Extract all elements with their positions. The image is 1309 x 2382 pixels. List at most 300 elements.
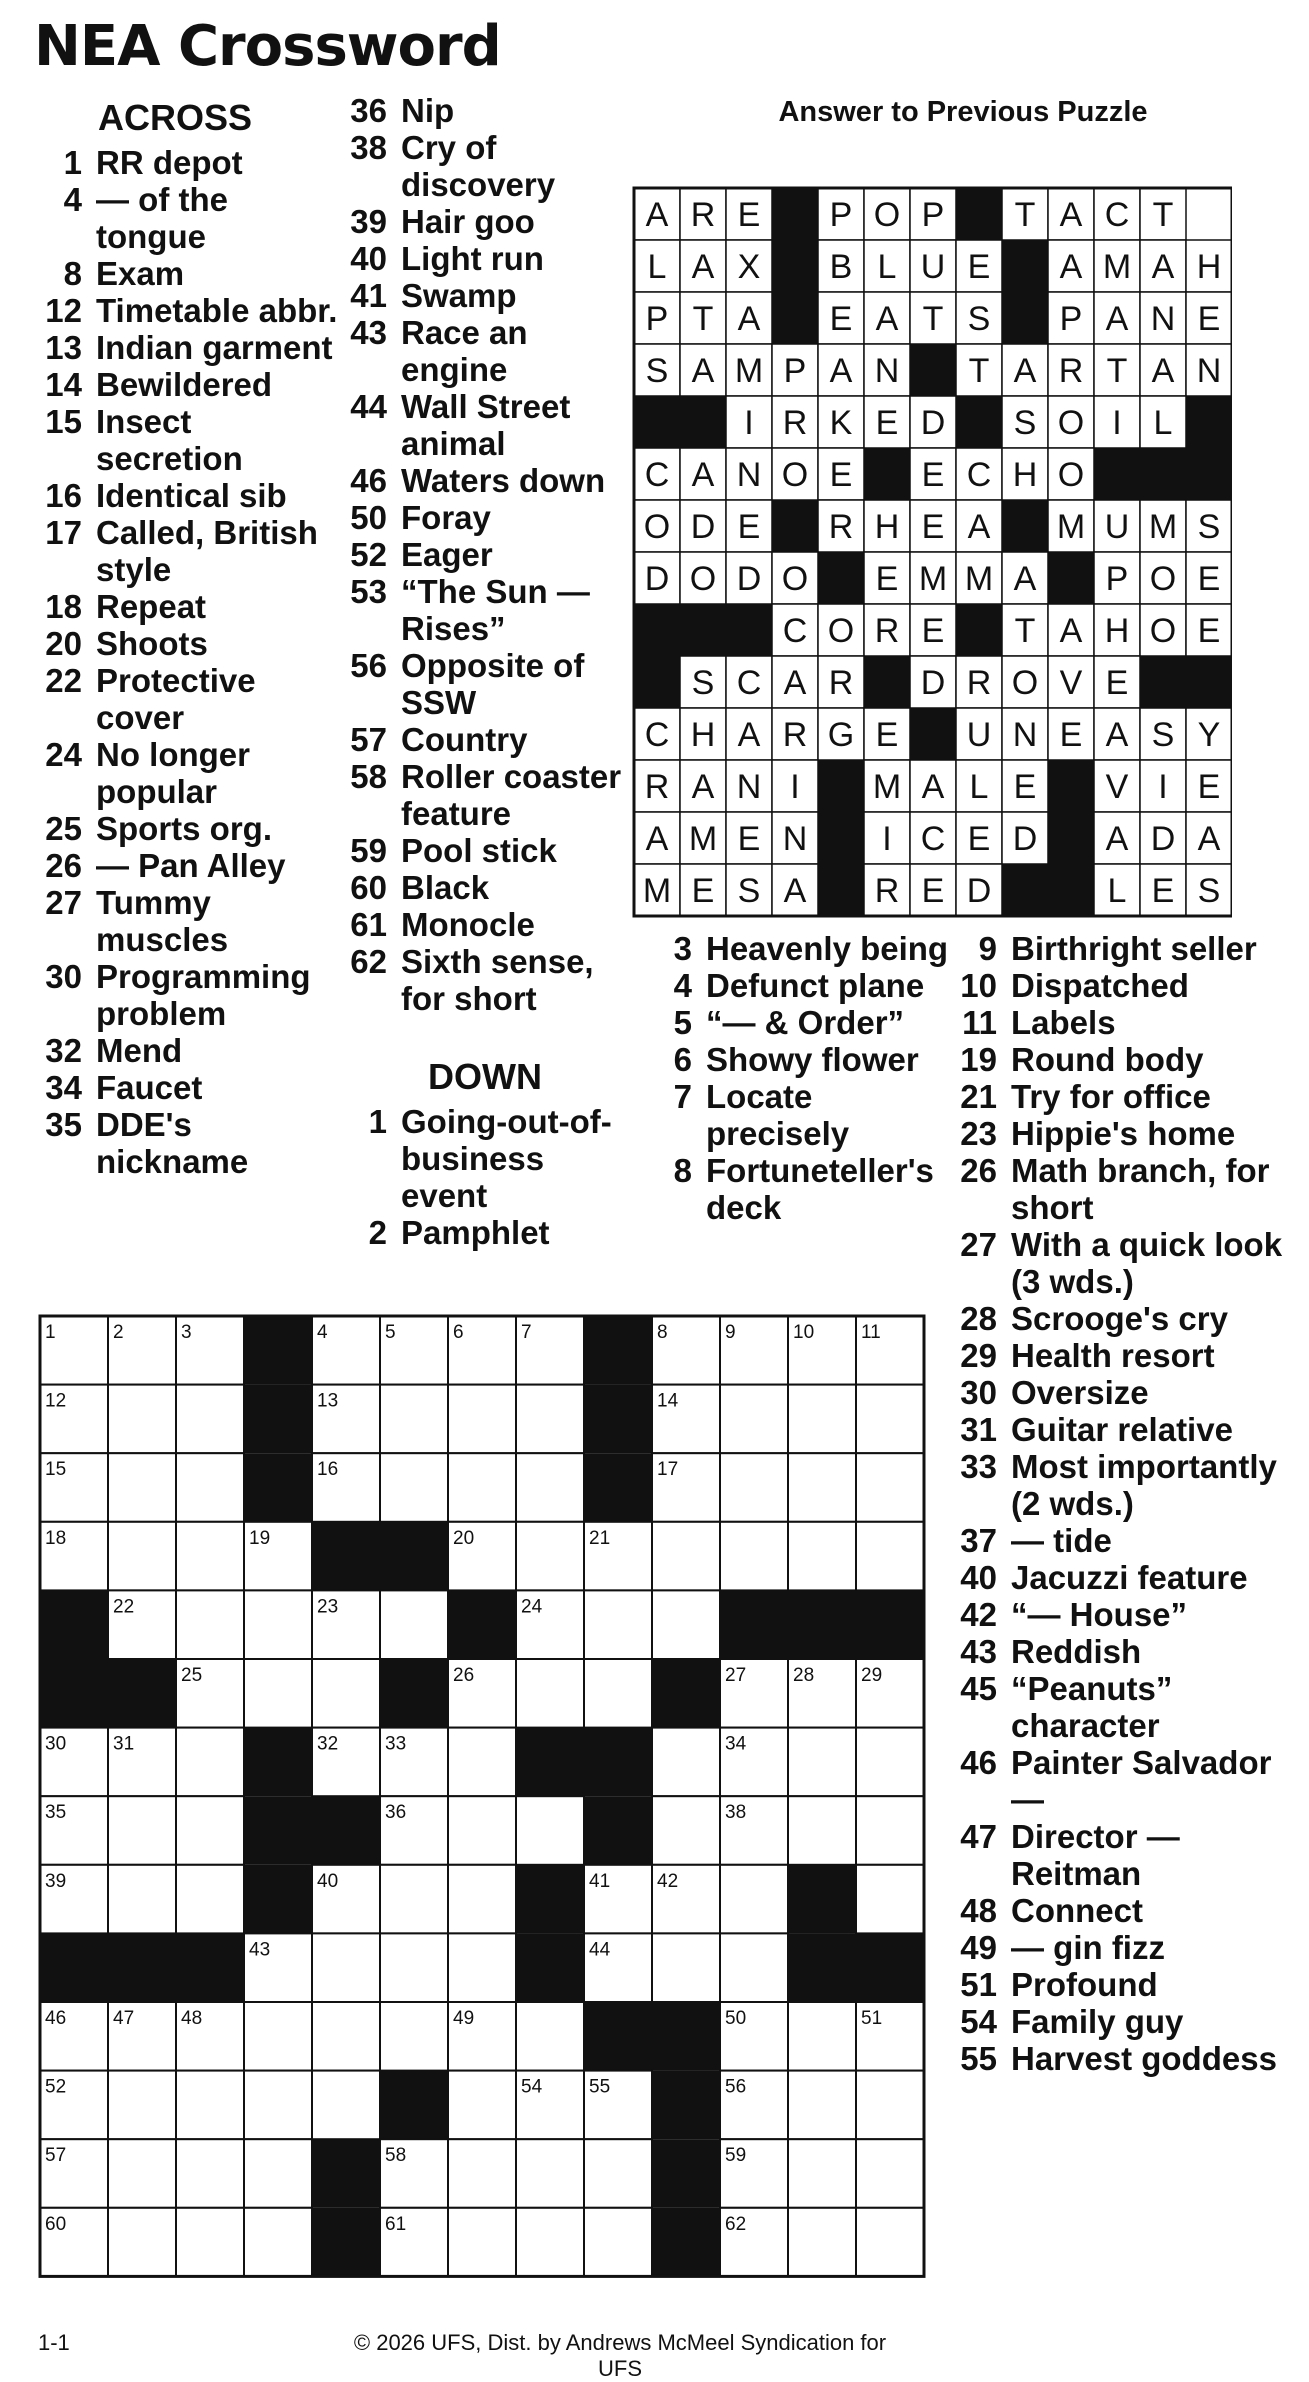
crossword-cell[interactable] xyxy=(788,1385,856,1454)
cell-number: 31 xyxy=(113,1733,135,1755)
clue-number: 4 xyxy=(63,181,82,218)
cell-number: 23 xyxy=(317,1596,339,1618)
clue-number: 53 xyxy=(350,573,387,610)
clue-text: Fortuneteller's deck xyxy=(706,1152,934,1226)
clue-text: Programming problem xyxy=(96,958,311,1032)
answer-black-cell xyxy=(1186,396,1232,448)
answer-letter: R xyxy=(1058,352,1084,390)
clue-number: 41 xyxy=(350,277,387,314)
clue-text: Dispatched xyxy=(1011,967,1189,1004)
crossword-cell[interactable] xyxy=(856,1865,924,1934)
crossword-cell[interactable] xyxy=(176,1385,244,1454)
clue-number: 38 xyxy=(350,129,387,166)
across-clue xyxy=(335,758,635,832)
clue-text: Guitar relative xyxy=(1011,1411,1233,1448)
answer-black-cell xyxy=(1048,760,1094,812)
answer-letter: C xyxy=(736,664,762,702)
clue-number: 46 xyxy=(960,1744,997,1781)
crossword-cell[interactable] xyxy=(516,1796,584,1865)
cell-number: 57 xyxy=(45,2145,67,2167)
answer-letter: S xyxy=(1197,872,1221,910)
crossword-cell[interactable] xyxy=(108,2139,176,2208)
crossword-cell[interactable] xyxy=(788,2139,856,2208)
clue-number: 44 xyxy=(350,388,387,425)
cell-number: 10 xyxy=(793,1322,815,1343)
across-clue xyxy=(335,462,635,499)
answer-black-cell xyxy=(1002,292,1048,344)
clue-text: Sports org. xyxy=(96,810,273,847)
crossword-cell[interactable] xyxy=(108,1796,176,1865)
crossword-cell[interactable] xyxy=(448,1453,516,1522)
down-clue xyxy=(640,1078,950,1152)
crossword-cell[interactable] xyxy=(516,2002,584,2071)
answer-black-cell xyxy=(726,604,772,656)
cell-number: 4 xyxy=(317,1322,328,1343)
answer-title: Answer to Previous Puzzle xyxy=(778,96,1148,128)
crossword-cell[interactable] xyxy=(312,1933,380,2002)
clue-number: 49 xyxy=(960,1929,997,1966)
clue-text: Math branch, for short xyxy=(1011,1152,1270,1226)
answer-letter: A xyxy=(691,456,715,494)
answer-letter: H xyxy=(1196,248,1222,286)
answer-letter: E xyxy=(829,300,853,338)
crossword-cell[interactable] xyxy=(788,1453,856,1522)
down-clue xyxy=(945,1818,1285,1892)
answer-letter: A xyxy=(1059,612,1083,650)
crossword-cell[interactable] xyxy=(584,2139,652,2208)
down-clue xyxy=(945,1596,1285,1633)
answer-letter: K xyxy=(829,404,853,442)
answer-black-cell xyxy=(1048,812,1094,864)
cell-number: 8 xyxy=(657,1322,668,1343)
crossword-cell[interactable] xyxy=(720,1933,788,2002)
clue-text: Roller coaster feature xyxy=(401,758,622,832)
cell-number: 9 xyxy=(725,1322,736,1343)
black-square xyxy=(788,1933,856,2002)
answer-letter: C xyxy=(1104,196,1130,234)
clue-number: 57 xyxy=(350,721,387,758)
clue-number: 11 xyxy=(962,1004,997,1041)
cell-number: 35 xyxy=(45,1802,67,1824)
answer-letter: E xyxy=(921,508,945,546)
across-clue xyxy=(30,588,340,625)
across-clue xyxy=(30,736,340,810)
answer-letter: H xyxy=(1012,456,1038,494)
clue-text: Hair goo xyxy=(401,203,535,240)
crossword-cell[interactable] xyxy=(516,2139,584,2208)
crossword-cell[interactable] xyxy=(244,2071,312,2140)
down-clue xyxy=(945,1152,1285,1226)
black-square xyxy=(856,1590,924,1659)
crossword-cell[interactable] xyxy=(516,1453,584,1522)
clue-number: 43 xyxy=(350,314,387,351)
across-clue xyxy=(335,92,635,129)
answer-letter: U xyxy=(920,248,946,286)
across-clue xyxy=(335,499,635,536)
cell-number: 61 xyxy=(385,2213,407,2235)
clue-text: Repeat xyxy=(96,588,207,625)
clue-number: 26 xyxy=(45,847,82,884)
answer-letter: R xyxy=(874,872,900,910)
black-square xyxy=(516,1865,584,1934)
crossword-cell[interactable] xyxy=(176,2208,244,2277)
clue-text: Indian garment xyxy=(96,329,333,366)
crossword-cell[interactable] xyxy=(176,2139,244,2208)
black-square xyxy=(380,1659,448,1728)
crossword-cell[interactable] xyxy=(788,2208,856,2277)
clue-text: Heavenly being xyxy=(706,930,949,967)
clue-number: 19 xyxy=(960,1041,997,1078)
answer-letter: L xyxy=(877,248,897,286)
cell-number: 27 xyxy=(725,1665,747,1686)
crossword-cell[interactable] xyxy=(176,1522,244,1591)
crossword-cell[interactable] xyxy=(244,2208,312,2277)
crossword-cell[interactable] xyxy=(516,1522,584,1591)
cell-number: 48 xyxy=(181,2008,203,2029)
crossword-cell[interactable] xyxy=(176,1796,244,1865)
clue-number: 59 xyxy=(350,832,387,869)
cell-number: 54 xyxy=(521,2076,543,2098)
answer-letter: T xyxy=(692,300,714,338)
answer-letter: M xyxy=(918,560,948,598)
clue-number: 28 xyxy=(960,1300,997,1337)
black-square xyxy=(176,1933,244,2002)
clue-number: 51 xyxy=(960,1966,997,2003)
answer-letter: O xyxy=(873,196,901,234)
puzzle-grid xyxy=(38,1314,930,2280)
page-number: 1-1 xyxy=(38,2330,70,2355)
answer-letter: R xyxy=(874,612,900,650)
answer-letter: P xyxy=(645,300,669,338)
cell-number: 59 xyxy=(725,2145,747,2167)
crossword-cell[interactable] xyxy=(856,1522,924,1591)
across-clue xyxy=(30,847,340,884)
clue-number: 58 xyxy=(350,758,387,795)
black-square xyxy=(244,1728,312,1797)
clue-number: 37 xyxy=(960,1522,997,1559)
answer-letter: A xyxy=(1059,196,1083,234)
cell-number: 60 xyxy=(45,2213,67,2235)
black-square xyxy=(788,1865,856,1934)
crossword-cell[interactable] xyxy=(176,1865,244,1934)
cell-number: 47 xyxy=(113,2008,135,2029)
across-clue xyxy=(335,647,635,721)
answer-letter: D xyxy=(966,872,992,910)
black-square xyxy=(312,2208,380,2277)
clue-number: 48 xyxy=(960,1892,997,1929)
answer-letter: L xyxy=(1107,872,1127,910)
answer-letter: O xyxy=(827,612,855,650)
crossword-cell[interactable] xyxy=(380,1865,448,1934)
clue-text: Nip xyxy=(401,92,455,129)
down-clue xyxy=(945,1929,1285,1966)
crossword-cell[interactable] xyxy=(652,1728,720,1797)
black-square xyxy=(584,1453,652,1522)
answer-letter: A xyxy=(783,872,807,910)
answer-letter: A xyxy=(691,768,715,806)
black-square xyxy=(788,1590,856,1659)
clue-number: 15 xyxy=(45,403,82,440)
down-clue xyxy=(335,1214,635,1251)
clue-number: 45 xyxy=(960,1670,997,1707)
crossword-cell[interactable] xyxy=(448,2071,516,2140)
answer-letter: H xyxy=(1104,612,1130,650)
answer-letter: E xyxy=(875,560,899,598)
cell-number: 7 xyxy=(521,1322,532,1343)
crossword-cell[interactable] xyxy=(720,1522,788,1591)
cell-number: 15 xyxy=(45,1459,67,1481)
across-clue xyxy=(335,129,635,203)
answer-letter: S xyxy=(645,352,669,390)
clue-text: Round body xyxy=(1011,1041,1204,1078)
crossword-cell[interactable] xyxy=(312,1659,380,1728)
crossword-cell[interactable] xyxy=(244,2139,312,2208)
answer-letter: A xyxy=(829,352,853,390)
crossword-cell[interactable] xyxy=(380,1453,448,1522)
crossword-cell[interactable] xyxy=(244,1590,312,1659)
clue-text: Country xyxy=(401,721,528,758)
clue-text: Exam xyxy=(96,255,185,292)
answer-letter: P xyxy=(921,196,945,234)
crossword-cell[interactable] xyxy=(788,1728,856,1797)
across-clue xyxy=(30,366,340,403)
clue-text: Family guy xyxy=(1011,2003,1184,2040)
black-square xyxy=(652,2071,720,2140)
crossword-cell[interactable] xyxy=(516,1659,584,1728)
crossword-cell[interactable] xyxy=(856,1453,924,1522)
answer-letter: N xyxy=(1196,352,1222,390)
answer-letter: D xyxy=(920,404,946,442)
crossword-cell[interactable] xyxy=(652,1590,720,1659)
clue-text: Defunct plane xyxy=(706,967,925,1004)
clue-text: Monocle xyxy=(401,906,535,943)
crossword-cell[interactable] xyxy=(448,1865,516,1934)
crossword-cell[interactable] xyxy=(108,2071,176,2140)
clue-number: 40 xyxy=(350,240,387,277)
answer-letter: M xyxy=(734,352,764,390)
answer-letter: I xyxy=(1158,768,1168,806)
crossword-cell[interactable] xyxy=(788,1796,856,1865)
across-column-2 xyxy=(335,92,635,1251)
clue-number: 2 xyxy=(368,1214,387,1251)
answer-letter: C xyxy=(782,612,808,650)
down-clue xyxy=(945,1411,1285,1448)
answer-letter: A xyxy=(1105,716,1129,754)
cell-number: 44 xyxy=(589,1939,611,1961)
crossword-cell[interactable] xyxy=(176,1728,244,1797)
answer-letter: E xyxy=(737,508,761,546)
clue-number: 27 xyxy=(960,1226,997,1263)
answer-letter: N xyxy=(874,352,900,390)
down-clue xyxy=(945,1337,1285,1374)
crossword-cell[interactable] xyxy=(516,1385,584,1454)
crossword-cell[interactable] xyxy=(380,1590,448,1659)
crossword-cell[interactable] xyxy=(108,1522,176,1591)
answer-black-cell xyxy=(956,396,1002,448)
answer-letter: A xyxy=(921,768,945,806)
cell-number: 41 xyxy=(589,1870,611,1892)
clue-text: Swamp xyxy=(401,277,517,314)
clue-text: Eager xyxy=(401,536,493,573)
crossword-cell[interactable] xyxy=(312,2071,380,2140)
crossword-cell[interactable] xyxy=(856,2208,924,2277)
crossword-cell[interactable] xyxy=(788,2071,856,2140)
crossword-cell[interactable] xyxy=(176,1453,244,1522)
crossword-cell[interactable] xyxy=(788,2002,856,2071)
clue-text: No longer popular xyxy=(96,736,250,810)
black-square xyxy=(244,1796,312,1865)
answer-letter: I xyxy=(882,820,892,858)
clue-text: Hippie's home xyxy=(1011,1115,1236,1152)
across-clue xyxy=(30,292,340,329)
clue-text: Jacuzzi feature xyxy=(1011,1559,1248,1596)
crossword-cell[interactable] xyxy=(856,1385,924,1454)
cell-number: 24 xyxy=(521,1596,543,1618)
down-clue xyxy=(945,1966,1285,2003)
clue-number: 5 xyxy=(673,1004,692,1041)
clue-text: Health resort xyxy=(1011,1337,1215,1374)
cell-number: 3 xyxy=(181,1322,192,1343)
down-clue xyxy=(945,2040,1285,2077)
answer-black-cell xyxy=(864,448,910,500)
cell-number: 49 xyxy=(453,2008,475,2029)
crossword-cell[interactable] xyxy=(448,2139,516,2208)
cell-number: 26 xyxy=(453,1665,475,1686)
crossword-cell[interactable] xyxy=(108,1385,176,1454)
answer-letter: E xyxy=(1151,872,1175,910)
crossword-cell[interactable] xyxy=(244,1659,312,1728)
clue-number: 54 xyxy=(960,2003,997,2040)
across-clue xyxy=(335,277,635,314)
clue-number: 14 xyxy=(45,366,82,403)
crossword-cell[interactable] xyxy=(448,1728,516,1797)
answer-black-cell xyxy=(772,240,818,292)
crossword-cell[interactable] xyxy=(108,2208,176,2277)
crossword-cell[interactable] xyxy=(856,1796,924,1865)
clue-text: Most importantly (2 wds.) xyxy=(1011,1448,1277,1522)
crossword-cell[interactable] xyxy=(720,1453,788,1522)
cell-number: 17 xyxy=(657,1459,679,1481)
clue-number: 31 xyxy=(960,1411,997,1448)
crossword-cell[interactable] xyxy=(584,2208,652,2277)
crossword-cell[interactable] xyxy=(380,1933,448,2002)
black-square xyxy=(856,1933,924,2002)
answer-letter: P xyxy=(1059,300,1083,338)
clue-number: 62 xyxy=(350,943,387,980)
crossword-cell[interactable] xyxy=(856,2139,924,2208)
crossword-cell[interactable] xyxy=(652,1522,720,1591)
crossword-cell[interactable] xyxy=(448,1796,516,1865)
answer-letter: A xyxy=(1151,352,1175,390)
cell-number: 28 xyxy=(793,1665,815,1686)
answer-letter: V xyxy=(1059,664,1083,702)
down-clue xyxy=(945,1892,1285,1929)
across-clue xyxy=(30,884,340,958)
crossword-cell[interactable] xyxy=(856,1728,924,1797)
crossword-cell[interactable] xyxy=(244,2002,312,2071)
crossword-cell[interactable] xyxy=(448,1385,516,1454)
crossword-cell[interactable] xyxy=(516,2208,584,2277)
clue-number: 52 xyxy=(350,536,387,573)
cell-number: 5 xyxy=(385,1322,396,1343)
answer-letter: O xyxy=(643,508,671,546)
cell-number: 39 xyxy=(45,1870,67,1892)
answer-letter: G xyxy=(827,716,855,754)
down-clue xyxy=(335,1103,635,1214)
answer-letter: E xyxy=(829,456,853,494)
down-clue xyxy=(945,2003,1285,2040)
crossword-cell[interactable] xyxy=(448,1933,516,2002)
answer-letter: S xyxy=(967,300,991,338)
crossword-cell[interactable] xyxy=(108,1453,176,1522)
answer-letter: R xyxy=(644,768,670,806)
black-square xyxy=(380,1522,448,1591)
answer-letter: O xyxy=(1057,404,1085,442)
answer-letter: C xyxy=(920,820,946,858)
cell-number: 58 xyxy=(385,2145,407,2167)
answer-letter: D xyxy=(920,664,946,702)
clue-number: 56 xyxy=(350,647,387,684)
crossword-cell[interactable] xyxy=(652,1933,720,2002)
answer-letter: L xyxy=(1153,404,1173,442)
answer-letter: E xyxy=(967,820,991,858)
crossword-cell[interactable] xyxy=(856,2071,924,2140)
clue-number: 42 xyxy=(960,1596,997,1633)
crossword-cell[interactable] xyxy=(380,2002,448,2071)
answer-black-cell xyxy=(1048,864,1094,916)
crossword-cell[interactable] xyxy=(448,2208,516,2277)
page-title: NEA Crossword xyxy=(34,14,501,79)
clue-text: “The Sun — Rises” xyxy=(401,573,590,647)
answer-letter: S xyxy=(1197,508,1221,546)
crossword-cell[interactable] xyxy=(176,2071,244,2140)
clue-number: 36 xyxy=(350,92,387,129)
answer-letter: A xyxy=(691,248,715,286)
answer-letter: A xyxy=(1197,820,1221,858)
clue-text: Scrooge's cry xyxy=(1011,1300,1228,1337)
clue-number: 3 xyxy=(673,930,692,967)
answer-black-cell xyxy=(956,604,1002,656)
answer-letter: O xyxy=(1149,612,1177,650)
clue-text: Harvest goddess xyxy=(1011,2040,1277,2077)
answer-letter: D xyxy=(1012,820,1038,858)
clue-text: Pool stick xyxy=(401,832,557,869)
clue-text: Wall Street animal xyxy=(401,388,571,462)
black-square xyxy=(584,1728,652,1797)
answer-letter: E xyxy=(875,716,899,754)
clue-text: Showy flower xyxy=(706,1041,919,1078)
crossword-cell[interactable] xyxy=(312,2002,380,2071)
crossword-cell[interactable] xyxy=(652,1796,720,1865)
crossword-cell[interactable] xyxy=(584,1659,652,1728)
crossword-cell[interactable] xyxy=(176,1590,244,1659)
answer-letter: O xyxy=(781,560,809,598)
crossword-cell[interactable] xyxy=(380,1385,448,1454)
answer-letter: S xyxy=(1151,716,1175,754)
black-square xyxy=(108,1933,176,2002)
black-square xyxy=(40,1659,108,1728)
black-square xyxy=(652,1659,720,1728)
crossword-cell[interactable] xyxy=(108,1865,176,1934)
crossword-cell[interactable] xyxy=(788,1522,856,1591)
crossword-cell[interactable] xyxy=(720,1385,788,1454)
answer-letter: L xyxy=(969,768,989,806)
crossword-cell[interactable] xyxy=(584,1590,652,1659)
crossword-cell[interactable] xyxy=(720,1865,788,1934)
clue-number: 47 xyxy=(960,1818,997,1855)
answer-black-cell xyxy=(1002,240,1048,292)
answer-letter: E xyxy=(967,248,991,286)
